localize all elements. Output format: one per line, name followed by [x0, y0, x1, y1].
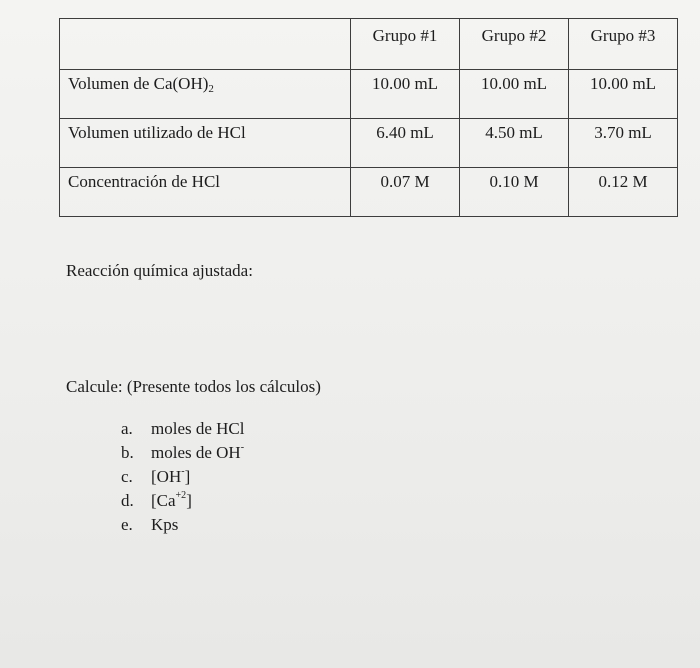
reaction-label: Reacción química ajustada:	[66, 261, 253, 280]
table-row	[60, 119, 678, 168]
list-item	[121, 513, 245, 537]
calcule-instructions: Calcule: (Presente todos los cálculos)	[66, 377, 321, 396]
list-marker: d.	[121, 491, 134, 510]
item-text: Kps	[151, 515, 179, 534]
row-label-text: Volumen de Ca(OH)	[68, 74, 209, 93]
cell-value: 10.00 mL	[351, 70, 460, 119]
table-row	[60, 168, 678, 217]
table-header-row	[60, 19, 678, 70]
row-label-volumen-hcl	[60, 119, 351, 168]
item-text: [Ca	[151, 491, 176, 510]
list-item	[121, 465, 245, 489]
cell-value: 0.07 M	[351, 168, 460, 217]
header-grupo-1: Grupo #1	[351, 19, 460, 70]
list-marker: c.	[121, 467, 133, 486]
cell-value: 10.00 mL	[460, 70, 569, 119]
list-marker: a.	[121, 419, 133, 438]
row-label-text: Volumen utilizado de HCl	[68, 123, 246, 142]
row-label-text: Concentración de HCl	[68, 172, 221, 191]
cell-value: 4.50 mL	[460, 119, 569, 168]
header-grupo-2: Grupo #2	[460, 19, 569, 70]
item-text: moles de OH	[151, 443, 241, 462]
table-row	[60, 70, 678, 119]
item-close: ]	[186, 491, 192, 510]
cell-value: 6.40 mL	[351, 119, 460, 168]
list-item	[121, 441, 245, 465]
item-superscript: +2	[175, 490, 187, 501]
row-label-concentracion-hcl	[60, 168, 351, 217]
item-text: moles de HCl	[151, 419, 245, 438]
list-item	[121, 417, 245, 441]
cell-value: 3.70 mL	[569, 119, 678, 168]
cell-value: 0.10 M	[460, 168, 569, 217]
item-superscript: -	[181, 466, 185, 477]
cell-value: 10.00 mL	[569, 70, 678, 119]
item-text: [OH	[151, 467, 182, 486]
calculation-list	[121, 417, 245, 537]
header-empty-cell	[60, 19, 351, 70]
data-table	[59, 18, 678, 217]
cell-value: 0.12 M	[569, 168, 678, 217]
item-close: ]	[184, 467, 191, 486]
list-marker: e.	[121, 515, 133, 534]
list-item	[121, 489, 245, 513]
item-superscript: -	[240, 442, 245, 453]
list-marker: b.	[121, 443, 134, 462]
row-label-subscript: 2	[208, 83, 214, 95]
header-grupo-3: Grupo #3	[569, 19, 678, 70]
row-label-volumen-caoh2	[60, 70, 351, 119]
